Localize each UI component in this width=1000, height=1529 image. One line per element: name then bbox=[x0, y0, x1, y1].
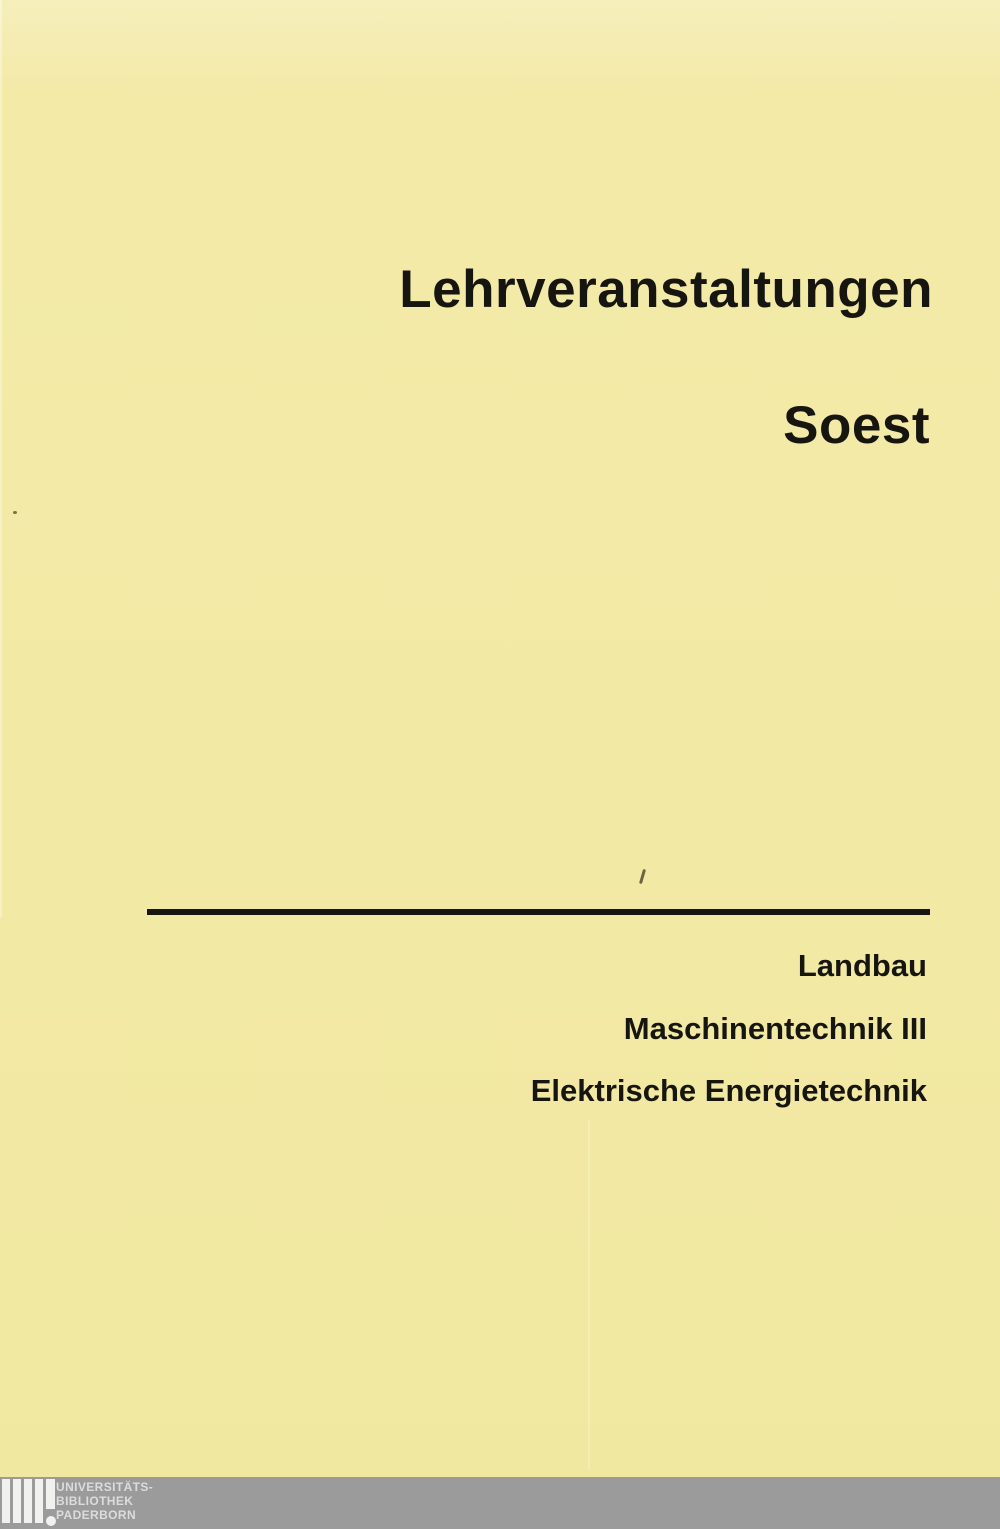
library-name-line3: PADERBORN bbox=[56, 1508, 137, 1522]
cover-title: Lehrveranstaltungen bbox=[399, 260, 933, 319]
logo-bar-icon bbox=[24, 1479, 32, 1523]
cover-location: Soest bbox=[783, 396, 930, 455]
subject-maschinentechnik: Maschinentechnik III bbox=[623, 1011, 927, 1046]
subject-elektrische-energietechnik: Elektrische Energietechnik bbox=[530, 1073, 927, 1108]
logo-bar-icon bbox=[2, 1479, 10, 1523]
logo-exclamation-stem-icon bbox=[46, 1479, 55, 1509]
logo-exclamation-dot-icon bbox=[46, 1516, 56, 1526]
library-name-line1: UNIVERSITÄTS- bbox=[56, 1480, 154, 1494]
subject-landbau: Landbau bbox=[797, 948, 927, 983]
library-watermark-bar bbox=[0, 1477, 1000, 1529]
library-name-line2: BIBLIOTHEK bbox=[56, 1494, 134, 1508]
logo-bar-icon bbox=[13, 1479, 21, 1523]
library-name bbox=[56, 1480, 153, 1522]
logo-bar-icon bbox=[35, 1479, 43, 1523]
